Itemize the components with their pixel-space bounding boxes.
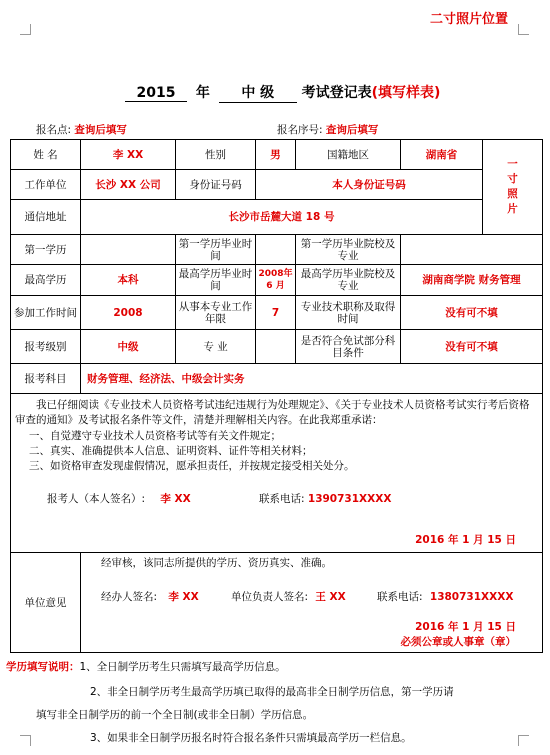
- region-label: 国籍地区: [296, 140, 401, 170]
- note-item: 填写非全日制学历的前一个全日制(或非全日制）学历信息。: [36, 709, 314, 721]
- phone-label: 联系电话:: [259, 493, 305, 505]
- title-suffix: 考试登记表: [301, 85, 372, 101]
- site-row: [36, 122, 127, 137]
- name-value: 李 XX: [81, 140, 176, 170]
- exempt-label: 是否符合免试部分科目条件: [296, 330, 401, 364]
- first-edu-school-label: 第一学历毕业院校及专业: [296, 235, 401, 265]
- corner-mark: [518, 24, 529, 35]
- highest-edu-time-value: 2008年 6 月: [256, 265, 296, 296]
- title-level: 中 级: [219, 82, 297, 103]
- unit-label: 单位意见: [11, 553, 81, 653]
- years-value: 7: [256, 296, 296, 330]
- note-item: 3、如果非全日制学历报名时符合报名条件只需填最高学历一栏信息。: [90, 732, 412, 744]
- unit-phone-row: [377, 591, 513, 603]
- corner-mark: [20, 24, 31, 35]
- gender-label: 性别: [176, 140, 256, 170]
- photo-position-label: 二寸照片位置: [430, 12, 509, 27]
- highest-edu-school-value: 湖南商学院 财务管理: [401, 265, 543, 296]
- leader-label: 单位负责人签名:: [231, 591, 309, 603]
- first-edu-value: [81, 235, 176, 265]
- declaration-item: 一、自觉遵守专业技术人员资格考试等有关文件规定；: [29, 430, 281, 442]
- unit-opinion-cell: [81, 553, 543, 653]
- highest-edu-value: 本科: [81, 265, 176, 296]
- unit-phone-label: 联系电话:: [377, 591, 423, 603]
- note-item: 1、全日制学历考生只需填写最高学历信息。: [79, 661, 286, 673]
- subjects-value: 财务管理、经济法、中级会计实务: [81, 364, 543, 394]
- work-start-label: 参加工作时间: [11, 296, 81, 330]
- unit-opinion-text: 经审核，该同志所提供的学历、资历真实、准确。: [101, 557, 332, 569]
- leader-value: 王 XX: [315, 591, 346, 603]
- subjects-label: 报考科目: [11, 364, 81, 394]
- site-label: 报名点:: [36, 124, 72, 136]
- site-value: 查询后填写: [74, 124, 127, 136]
- first-edu-time-label: 第一学历毕业时间: [176, 235, 256, 265]
- seq-label: 报名序号:: [277, 124, 323, 136]
- handler-row: [101, 591, 199, 603]
- photo-text: 一寸照片: [507, 158, 518, 215]
- highest-edu-label: 最高学历: [11, 265, 81, 296]
- title-rank-label: 专业技术职称及取得时间: [296, 296, 401, 330]
- form-title: [125, 82, 440, 103]
- address-value: 长沙市岳麓大道 18 号: [81, 200, 483, 235]
- major-label: 专 业: [176, 330, 256, 364]
- exam-level-value: 中级: [81, 330, 176, 364]
- note-item: 2、非全日制学历考生最高学历填已取得的最高非全日制学历信息，第一学历请: [90, 686, 454, 698]
- exam-level-label: 报考级别: [11, 330, 81, 364]
- region-value: 湖南省: [401, 140, 483, 170]
- signer-value: 李 XX: [160, 493, 191, 505]
- declaration-paragraph: 我已仔细阅读《专业技术人员资格考试违纪违规行为处理规定》、《关于专业技术人员资格考试实行考后资格审查的通知》及考试报名条件等文件，清楚并理解相关内容。在此我郑重承诺：: [15, 399, 530, 426]
- major-value: [256, 330, 296, 364]
- title-year: 2015: [125, 85, 187, 102]
- first-edu-label: 第一学历: [11, 235, 81, 265]
- declaration-item: 三、如资格审查发现虚假情况，愿承担责任，并按规定接受相关处分。: [29, 460, 355, 472]
- unit-phone-value: 1380731XXXX: [429, 591, 514, 603]
- seq-row: [277, 122, 378, 137]
- highest-edu-time-label: 最高学历毕业时间: [176, 265, 256, 296]
- photo-box: [483, 140, 543, 235]
- corner-mark: [20, 735, 31, 746]
- signer-row: [47, 493, 191, 505]
- work-start-value: 2008: [81, 296, 176, 330]
- applicant-phone-row: [259, 493, 391, 505]
- first-edu-time-value: [256, 235, 296, 265]
- declaration-date: 2016 年 1 月 15 日: [415, 534, 516, 546]
- phone-value: 1390731XXXX: [307, 493, 392, 505]
- highest-edu-school-label: 最高学历毕业院校及专业: [296, 265, 401, 296]
- title-nian: 年: [195, 85, 210, 101]
- years-label: 从事本专业工作年限: [176, 296, 256, 330]
- id-value: 本人身份证号码: [256, 170, 483, 200]
- address-label: 通信地址: [11, 200, 81, 235]
- gender-value: 男: [256, 140, 296, 170]
- unit-date: 2016 年 1 月 15 日: [415, 621, 516, 633]
- employer-label: 工作单位: [11, 170, 81, 200]
- handler-label: 经办人签名:: [101, 591, 158, 603]
- notes-title: 学历填写说明：: [6, 661, 80, 673]
- stamp-note: 必须公章或人事章（章）: [400, 636, 516, 648]
- declaration-item: 二、真实、准确提供本人信息、证明资料、证件等相关材料；: [29, 445, 313, 457]
- signer-label: 报考人（本人签名）:: [47, 493, 146, 505]
- handler-value: 李 XX: [168, 591, 199, 603]
- seq-value: 查询后填写: [325, 124, 379, 136]
- notes-line: [6, 660, 286, 674]
- leader-row: [231, 591, 346, 603]
- name-label: 姓 名: [11, 140, 81, 170]
- employer-value: 长沙 XX 公司: [81, 170, 176, 200]
- title-sample: (填写样表): [371, 85, 441, 101]
- exempt-value: 没有可不填: [401, 330, 543, 364]
- registration-table: [10, 139, 543, 653]
- first-edu-school-value: [401, 235, 543, 265]
- id-label: 身份证号码: [176, 170, 256, 200]
- declaration-cell: [11, 394, 543, 553]
- title-rank-value: 没有可不填: [401, 296, 543, 330]
- corner-mark: [518, 735, 529, 746]
